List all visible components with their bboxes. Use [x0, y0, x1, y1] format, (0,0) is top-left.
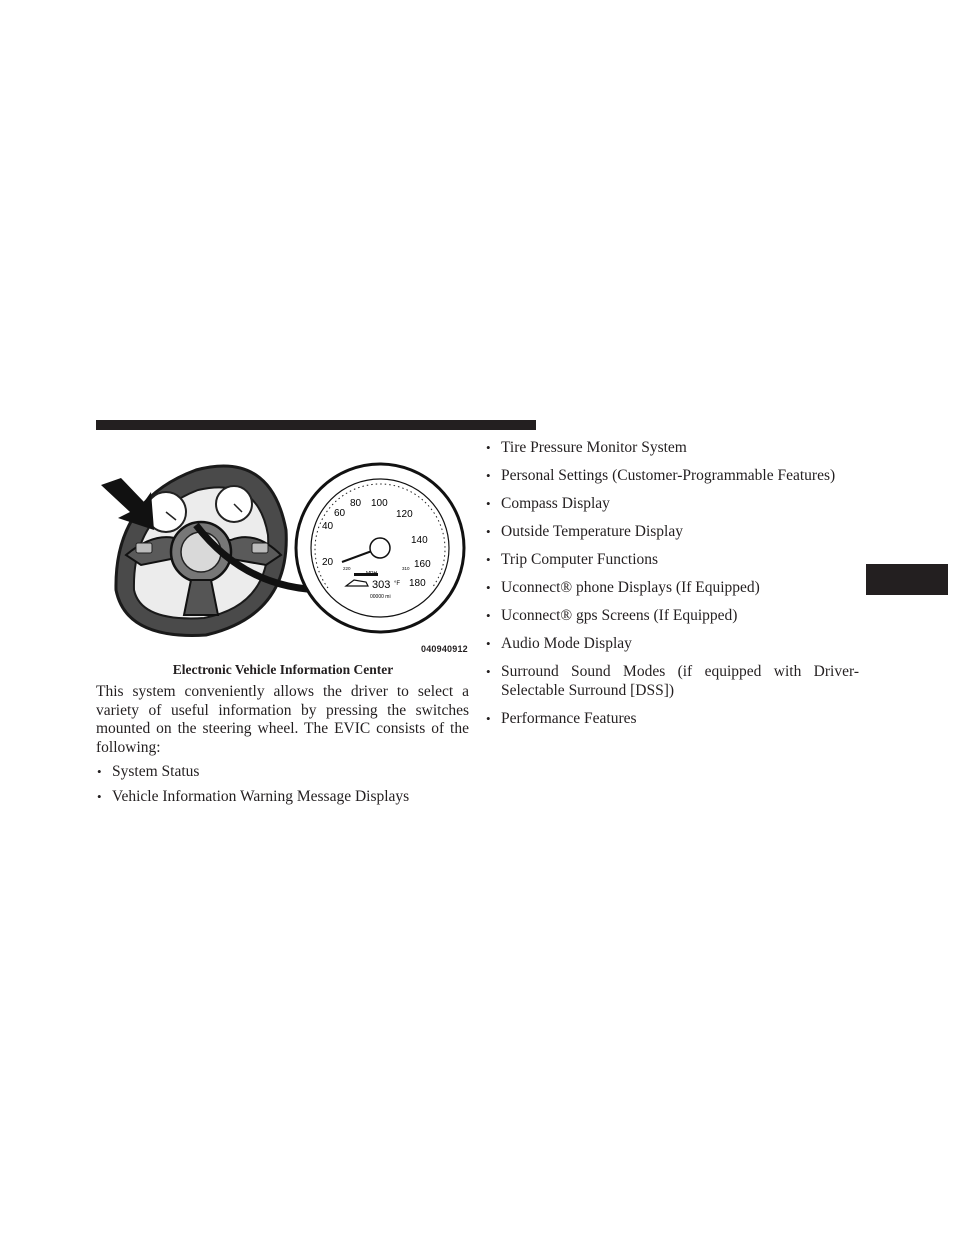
speedometer-gauge [296, 464, 464, 632]
list-item: • Outside Temperature Display [486, 523, 683, 540]
speed-label-180: 180 [409, 578, 426, 589]
list-item: • Vehicle Information Warning Message Displays [97, 788, 410, 805]
list-item: • Performance Features [486, 709, 637, 727]
bullet-icon: • [97, 789, 102, 804]
bullet-icon: • [486, 636, 491, 651]
temp-unit: °F [394, 581, 401, 587]
speed-label-80: 80 [350, 498, 362, 509]
temp-low-label: 220 [343, 566, 351, 571]
figure-code: 040940912 [421, 644, 468, 654]
list-item: • Surround Sound Modes (if equipped with Driver-Selectable Surround [DSS]) [486, 663, 859, 699]
bullet-icon: • [486, 710, 491, 726]
list-item: • Compass Display [486, 495, 610, 512]
list-item: • Personal Settings (Customer-Programmable Features) [486, 467, 836, 484]
speed-label-160: 160 [414, 559, 431, 570]
intro-paragraph: This system conveniently allows the driver to select a variety of useful information by pressing the switches mounted on the steering wheel. The EVIC consists of the following: [96, 683, 469, 756]
bullet-icon: • [486, 468, 491, 483]
list-item: • Tire Pressure Monitor System [486, 439, 687, 456]
bullet-icon: • [486, 664, 491, 679]
bullet-icon: • [486, 440, 491, 455]
evic-illustration [96, 440, 470, 658]
list-item: • System Status [97, 763, 200, 780]
bullet-icon: • [486, 496, 491, 511]
speed-label-20: 20 [322, 557, 334, 568]
odometer-display: 00000 mi [370, 594, 391, 600]
speed-label-40: 40 [322, 521, 334, 532]
speed-label-120: 120 [396, 509, 413, 520]
speed-label-60: 60 [334, 508, 346, 519]
temp-high-label: 310 [402, 566, 410, 571]
pointer-arrow [101, 478, 154, 530]
steering-wheel [116, 466, 286, 635]
bullet-icon: • [486, 552, 491, 567]
bullet-icon: • [486, 580, 491, 595]
temp-reading: 303 [372, 579, 391, 591]
speed-label-100: 100 [371, 498, 388, 509]
figure-caption: Electronic Vehicle Information Center [172, 662, 394, 677]
right-bullet-list [486, 439, 859, 738]
bullet-icon: • [97, 764, 102, 779]
list-item: • Uconnect® gps Screens (If Equipped) [486, 607, 738, 624]
bullet-icon: • [486, 608, 491, 623]
list-item: • Trip Computer Functions [486, 551, 659, 568]
list-item: • Audio Mode Display [486, 635, 632, 652]
left-bullet-list [97, 763, 472, 813]
section-rule [96, 420, 536, 430]
chapter-tab [866, 564, 948, 595]
speed-label-140: 140 [411, 535, 428, 546]
bullet-icon: • [486, 524, 491, 539]
list-item: • Uconnect® phone Displays (If Equipped) [486, 579, 760, 596]
